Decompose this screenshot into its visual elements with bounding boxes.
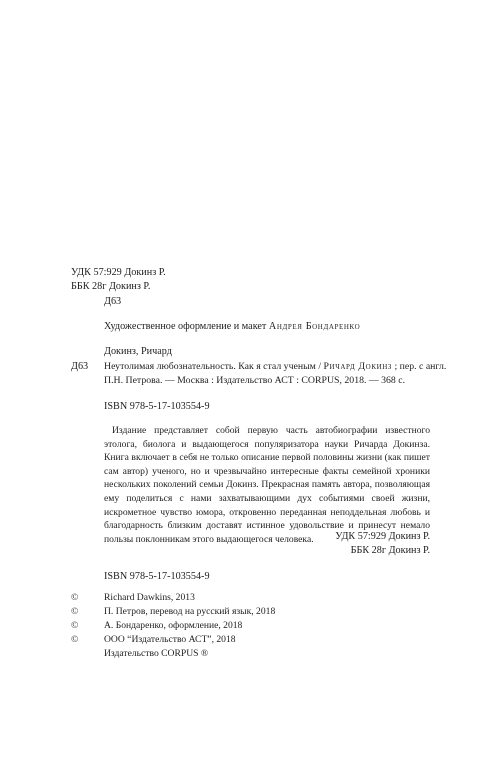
isbn-bottom: ISBN 978-5-17-103554-9 (104, 571, 210, 582)
design-credit-prefix: Художественное оформление и макет (104, 321, 267, 332)
copyright-line (71, 605, 275, 618)
author-code: Д63 (104, 296, 122, 307)
copyright-symbol: © (71, 634, 79, 645)
bib-code: Д63 (71, 361, 89, 372)
bib-line-1 (104, 360, 446, 373)
publisher-line (71, 647, 208, 660)
abstract-paragraph: Издание представляет собой первую часть автобиографии известного этолога, биолога и выдающегося популяризатора науки Ричарда Докинза. Книга включает в себя не только описание первой половины жизни (как пишет сам автор) ученого, но и чрезвычайно интересные факты семейной хроники нескольких поколений семьи Докинз. Прекрасная память автора, позволяющая ему поделиться с нами захватывающими дух событиями своей жизни, искрометное чувство юмора, откровенно переданная неподдельная любовь и благодарность близким доставят истинное удовольствие и принесут немало пользы поклонникам этого выдающегося человека. (104, 425, 430, 545)
publisher-text: Издательство CORPUS ® (104, 648, 209, 659)
copyright-line (71, 633, 236, 646)
copyright-text: А. Бондаренко, оформление, 2018 (104, 620, 243, 631)
copyright-line (71, 591, 195, 604)
copyright-text: ООО “Издательство АСТ”, 2018 (104, 634, 236, 645)
copyright-text: Richard Dawkins, 2013 (104, 592, 195, 603)
bib-line-2: П.Н. Петрова. — Москва : Издательство АСТ : CORPUS, 2018. — 368 с. (104, 375, 406, 386)
bbk-repeat: ББК 28г Докинз Р. (350, 545, 430, 556)
bib-translation: ; пер. с англ. (392, 361, 447, 372)
author-heading: Докинз, Ричард (104, 346, 172, 357)
udk-line: УДК 57:929 Докинз Р. (71, 267, 166, 278)
copyright-line (71, 619, 242, 632)
book-title: Неутолимая любознательность. Как я стал ученым / (104, 361, 324, 372)
designer-name: Андрея Бондаренко (268, 321, 361, 332)
copyright-symbol: © (71, 592, 79, 603)
copyright-symbol: © (71, 620, 79, 631)
design-credit (104, 320, 360, 333)
isbn-top: ISBN 978-5-17-103554-9 (104, 401, 210, 412)
copyright-symbol: © (71, 606, 79, 617)
bbk-line: ББК 28г Докинз Р. (71, 281, 151, 292)
bib-author: Ричард Докинз (323, 361, 393, 372)
udk-repeat: УДК 57:929 Докинз Р. (335, 531, 430, 542)
copyright-text: П. Петров, перевод на русский язык, 2018 (104, 606, 276, 617)
